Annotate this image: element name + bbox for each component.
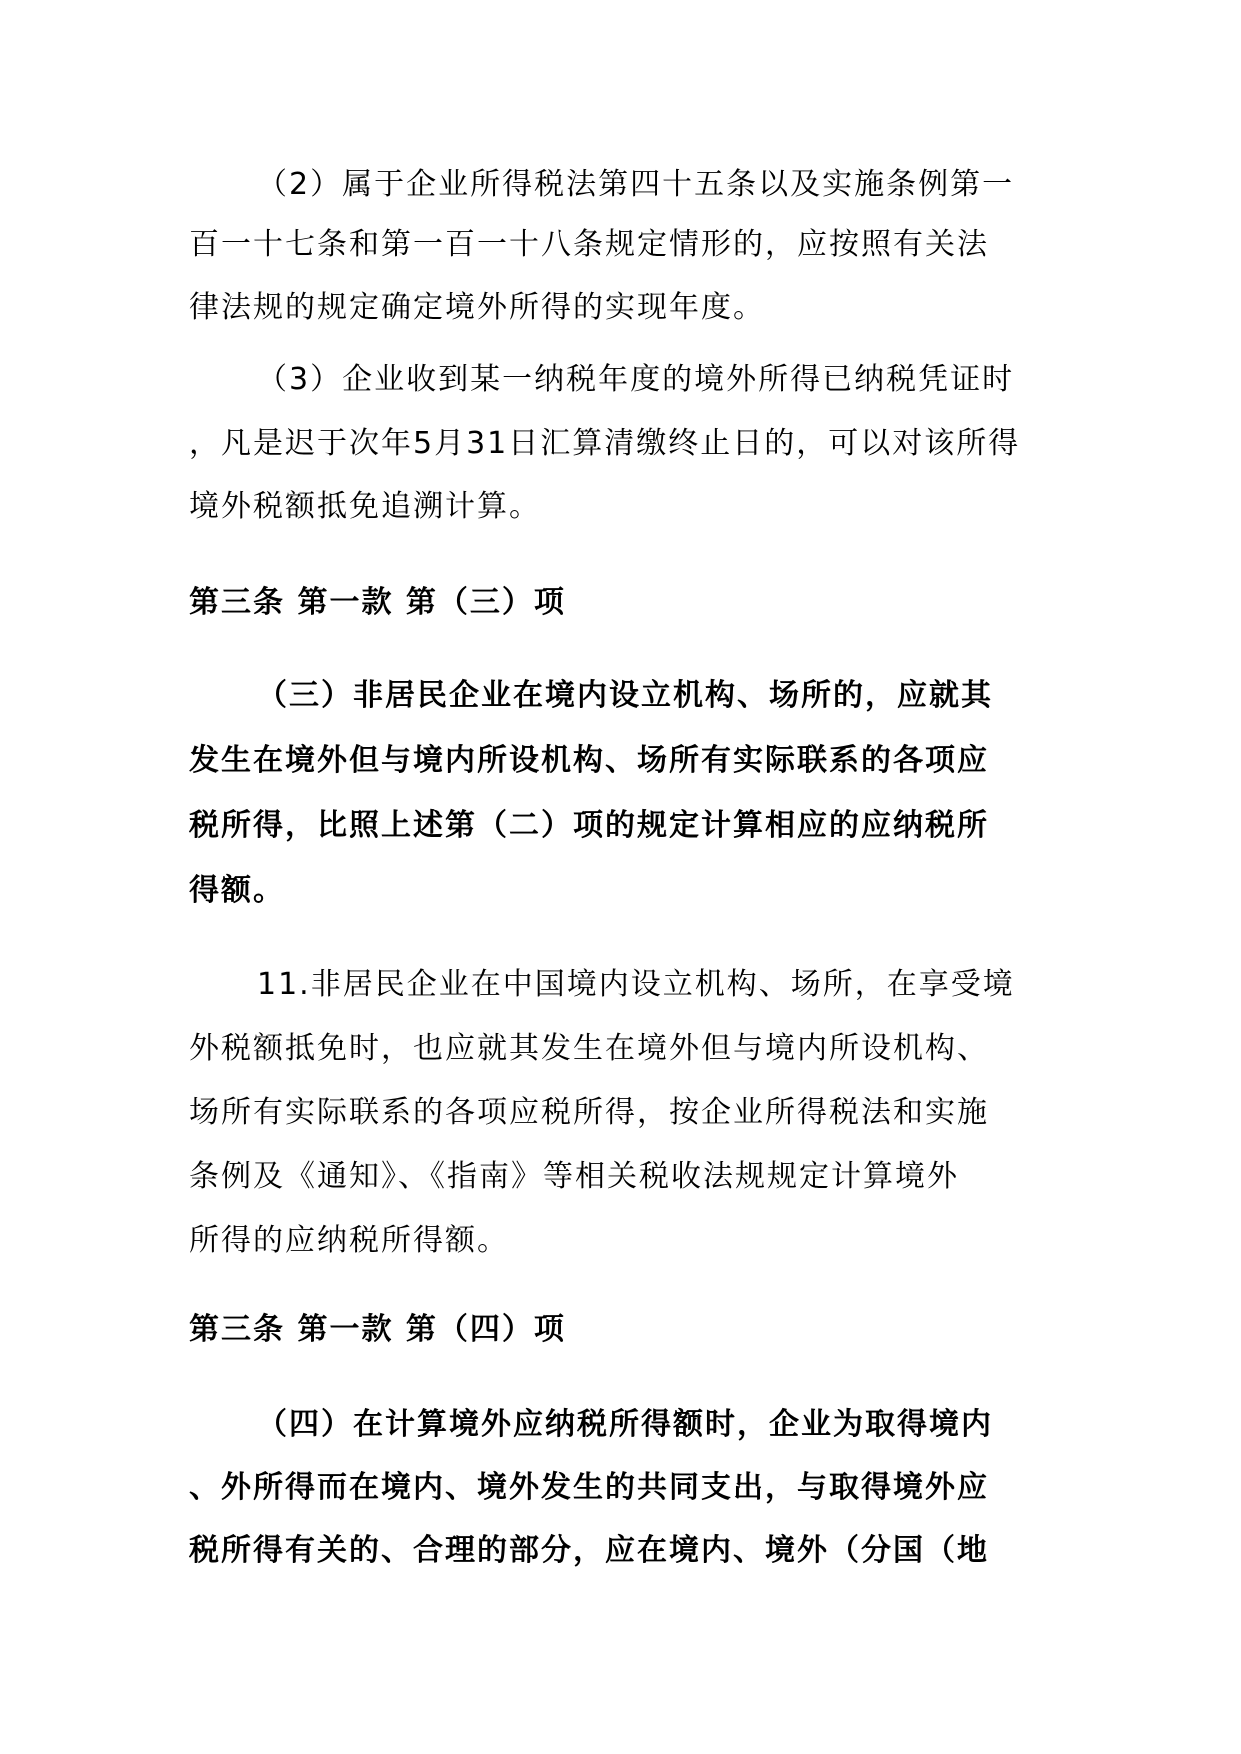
text-line: 税所得有关的、合理的部分，应在境内、境外（分国（地 <box>189 1533 989 1568</box>
text-line: 境外税额抵免追溯计算。 <box>189 489 541 524</box>
section-heading: 第三条 第一款 第（三）项 <box>189 585 566 620</box>
text-line: 得额。 <box>189 873 285 908</box>
text-line: （3）企业收到某一纳税年度的境外所得已纳税凭证时 <box>257 362 1015 397</box>
text-line: （2）属于企业所得税法第四十五条以及实施条例第一 <box>257 167 1015 202</box>
text-line: 百一十七条和第一百一十八条规定情形的，应按照有关法 <box>189 227 989 262</box>
text-line: 场所有实际联系的各项应税所得，按企业所得税法和实施 <box>189 1095 989 1130</box>
text-line: 所得的应纳税所得额。 <box>189 1223 509 1258</box>
text-line: （三）非居民企业在境内设立机构、场所的，应就其 <box>257 678 993 713</box>
text-line: 发生在境外但与境内所设机构、场所有实际联系的各项应 <box>189 743 989 778</box>
text-line: （四）在计算境外应纳税所得额时，企业为取得境内 <box>257 1407 993 1442</box>
text-line: 、外所得而在境内、境外发生的共同支出，与取得境外应 <box>189 1470 989 1505</box>
text-line: ，凡是迟于次年5月31日汇算清缴终止日的，可以对该所得 <box>189 426 1021 461</box>
section-heading: 第三条 第一款 第（四）项 <box>189 1312 566 1347</box>
text-line: 税所得，比照上述第（二）项的规定计算相应的应纳税所 <box>189 808 989 843</box>
text-line: 外税额抵免时，也应就其发生在境外但与境内所设机构、 <box>189 1031 989 1066</box>
text-line: 11.非居民企业在中国境内设立机构、场所，在享受境 <box>257 967 1015 1002</box>
text-line: 律法规的规定确定境外所得的实现年度。 <box>189 290 765 325</box>
text-line: 条例及《通知》、《指南》等相关税收法规规定计算境外 <box>189 1159 959 1194</box>
